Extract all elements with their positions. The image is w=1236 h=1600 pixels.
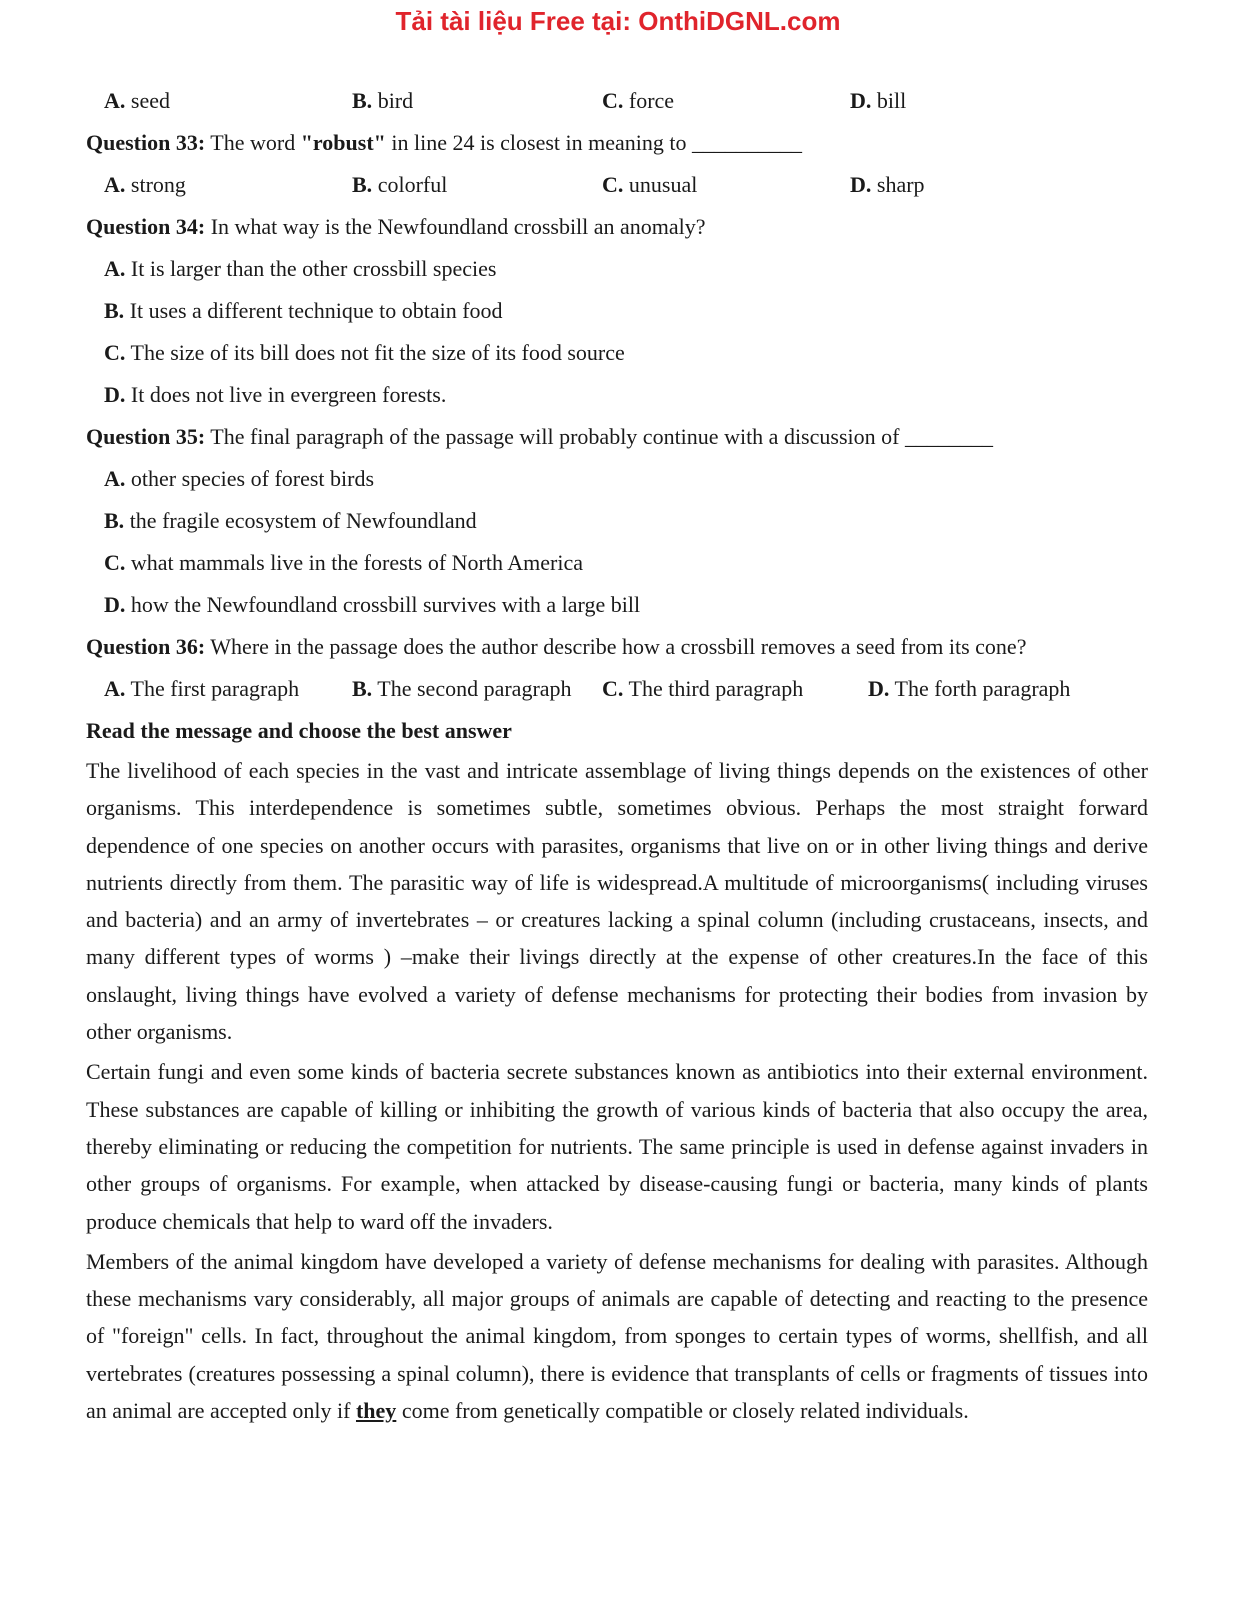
option-letter: C. [104, 550, 126, 575]
q36-option-c[interactable] [602, 668, 803, 710]
q33-option-c[interactable] [602, 164, 697, 206]
option-text: The second paragraph [377, 676, 572, 701]
passage-paragraph-2: Certain fungi and even some kinds of bacteria secrete substances known as antibiotics into their external environment. These substances are capable of killing or inhibiting the growth of various kinds of bacteria that also occupy the area, thereby eliminating or reducing the competition for nutrients. The same principle is used in defense against invaders in other groups of organisms. For example, when attacked by disease-causing fungi or bacteria, many kinds of plants produce chemicals that help to ward off the invaders. [86, 1059, 1148, 1234]
option-letter: B. [104, 508, 125, 533]
option-letter: A. [104, 172, 126, 197]
option-letter: C. [602, 172, 624, 197]
section-title: Read the message and choose the best answer [86, 718, 512, 743]
option-text: The forth paragraph [894, 676, 1071, 701]
q33-options-row [86, 164, 1148, 206]
option-text: The first paragraph [130, 676, 300, 701]
q32-option-b[interactable] [352, 80, 413, 122]
site-banner: Tải tài liệu Free tại: OnthiDGNL.com [395, 6, 841, 36]
question-label: Question 36: [86, 634, 206, 659]
option-letter: D. [850, 88, 872, 113]
q34-option-c[interactable] [86, 332, 1148, 374]
q36-option-b[interactable] [352, 668, 572, 710]
option-letter: C. [602, 676, 624, 701]
q32-option-c[interactable] [602, 80, 674, 122]
q34-option-a[interactable] [86, 248, 1148, 290]
option-letter: D. [868, 676, 890, 701]
question-text: Where in the passage does the author describe how a crossbill removes a seed from its cone? [210, 634, 1027, 659]
q35-option-b[interactable] [86, 500, 1148, 542]
q36-option-a[interactable] [104, 668, 299, 710]
option-text: force [628, 88, 675, 113]
option-letter: B. [352, 88, 373, 113]
question-label: Question 34: [86, 214, 206, 239]
q33-option-d[interactable] [850, 164, 925, 206]
question-keyword: "robust" [300, 130, 386, 155]
underlined-word: they [355, 1398, 397, 1424]
option-text: the fragile ecosystem of Newfoundland [129, 508, 477, 533]
option-letter: A. [104, 88, 126, 113]
option-text: what mammals live in the forests of North America [130, 550, 583, 575]
question-label: Question 33: [86, 130, 206, 155]
option-letter: A. [104, 676, 126, 701]
option-text: sharp [876, 172, 925, 197]
option-text: bird [377, 88, 414, 113]
option-letter: B. [104, 298, 125, 323]
q34-option-d[interactable] [86, 374, 1148, 416]
q33-option-b[interactable] [352, 164, 447, 206]
q33-option-a[interactable] [104, 164, 186, 206]
option-letter: A. [104, 256, 126, 281]
option-text: other species of forest birds [130, 466, 375, 491]
option-text: It uses a different technique to obtain food [129, 298, 503, 323]
option-text: The size of its bill does not fit the size of its food source [130, 340, 625, 365]
option-text: It is larger than the other crossbill species [130, 256, 497, 281]
question-34 [86, 206, 1148, 248]
question-33 [86, 122, 1148, 164]
passage-paragraph-1: The livelihood of each species in the vast and intricate assemblage of living things depends on the existences of other organisms. This interdependence is sometimes subtle, sometimes obvious. Perhaps the most straight forward dependence of one species on another occurs with parasites, organisms that live on or in other living things and derive nutrients directly from them. The parasitic way of life is widespread.A multitude of microorganisms( including viruses and bacteria) and an army of invertebrates – or creatures lacking a spinal column (including crustaceans, insects, and many different types of worms ) –make their livings directly at the expense of other creatures.In the face of this onslaught, living things have evolved a variety of defense mechanisms for protecting their bodies from invasion by other organisms. [86, 758, 1148, 1045]
paragraph-text: Members of the animal kingdom have developed a variety of defense mechanisms for dealing with parasites. Although these mechanisms vary considerably, all major groups of animals are capable of detecting and reacting to the presence of "foreign" cells. In fact, throughout the animal kingdom, from sponges to certain types of worms, shellfish, and all vertebrates (creatures possessing a spinal column), there is evidence that transplants of cells or fragments of tissues into an animal are accepted only if [86, 1248, 1148, 1424]
q32-options-row [86, 80, 1148, 122]
option-text: seed [130, 88, 170, 113]
option-letter: B. [352, 676, 373, 701]
option-text: unusual [628, 172, 698, 197]
option-letter: B. [352, 172, 373, 197]
q36-options-row [86, 668, 1148, 710]
exam-page [86, 80, 1148, 1432]
q35-option-c[interactable] [86, 542, 1148, 584]
question-35 [86, 416, 1148, 458]
question-text: The word [210, 130, 301, 155]
question-text: The final paragraph of the passage will probably continue with a discussion of ________ [210, 424, 993, 449]
q35-option-d[interactable] [86, 584, 1148, 626]
q32-option-d[interactable] [850, 80, 906, 122]
option-letter: D. [104, 592, 126, 617]
option-text: The third paragraph [628, 676, 804, 701]
option-text: how the Newfoundland crossbill survives with a large bill [130, 592, 641, 617]
q34-option-b[interactable] [86, 290, 1148, 332]
question-text: in line 24 is closest in meaning to __________ [385, 130, 803, 155]
passage-paragraph-3 [86, 1243, 1148, 1429]
option-text: bill [876, 88, 907, 113]
question-text: In what way is the Newfoundland crossbill an anomaly? [210, 214, 706, 239]
option-text: strong [130, 172, 186, 197]
option-letter: D. [850, 172, 872, 197]
paragraph-text: come from genetically compatible or closely related individuals. [396, 1398, 969, 1424]
option-letter: D. [104, 382, 126, 407]
question-36 [86, 626, 1148, 668]
q35-option-a[interactable] [86, 458, 1148, 500]
option-letter: A. [104, 466, 126, 491]
q36-option-d[interactable] [868, 668, 1070, 710]
question-label: Question 35: [86, 424, 206, 449]
option-letter: C. [104, 340, 126, 365]
option-text: It does not live in evergreen forests. [130, 382, 447, 407]
option-letter: C. [602, 88, 624, 113]
option-text: colorful [377, 172, 448, 197]
q32-option-a[interactable] [104, 80, 170, 122]
